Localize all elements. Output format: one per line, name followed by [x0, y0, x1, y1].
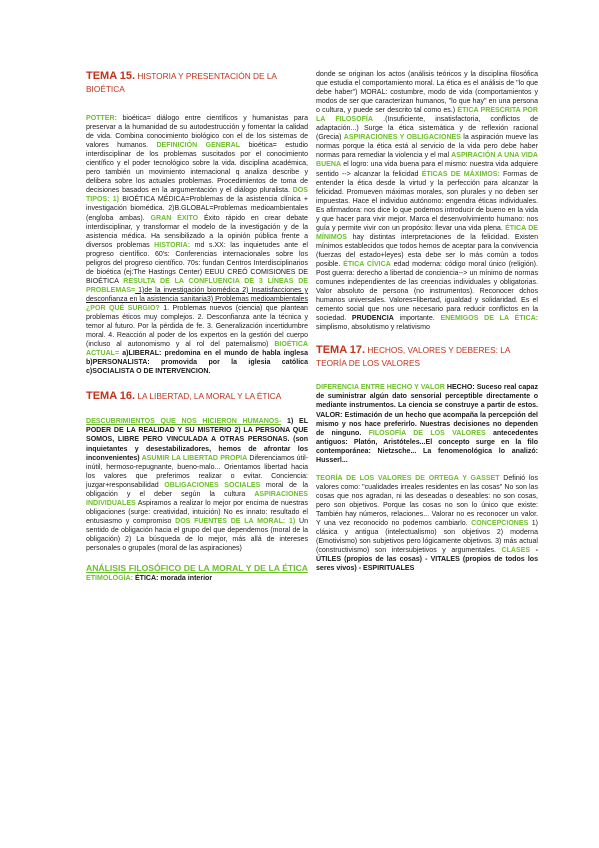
label-aspiraciones-obligaciones: ASPIRACIONES Y OBLIGACIONES — [343, 134, 461, 142]
label-filosofia-valores: FILOSOFÍA DE LOS VALORES — [368, 429, 486, 437]
text-definicion-general: bioética= estudio interdisciplinar de los problemas suscitados por el conocimiento científico y el poder tecnológico sobre la vida. disciplina académica, pero también un movimiento internacional q analiza describe y delibera sobre los actuales problemas. Procedimientos de toma de decisiones basados en la argumentación y el diálogo pluralista. — [86, 142, 308, 195]
text-ortega-gasset: Definió los valores como: "cualidades irreales residentes en las cosas" No son las cosas que nos agradan, ni las deseadas o deseables: no son cosas, pero son objetivos. Porque las cosas no son lo único que existe: También hay números, relaciones... Valorar no es reconocer un valor. Y una vez reconocido no podemos cambiarlo. — [316, 474, 538, 528]
tema17-body-1 — [316, 383, 538, 464]
text-aspiraciones-individuales: Aspiramos a realizar lo mejor por encima de nuestras obligaciones (surge: creatividad, intuición) No es innato: resultado el entusiasmo y compromiso — [86, 499, 308, 525]
text-potter: bioética= diálogo entre científicos y humanistas para preservar a la humanidad de su autodestrucción y fomentar la calidad de vida. Combina conocimiento biológico con el de los sistemas de valores humanos. — [86, 115, 308, 150]
label-definicion-general: DEFINICIÓN GENERAL — [156, 142, 241, 150]
tema15-heading — [86, 70, 308, 96]
text-asumir-libertad: Diferenciamos útil-inútil, hermoso-repugnante, bueno-malo... Orientamos libertad hacia los valores que preferimos realizar o evitar. Conciencia: juzgar+responsabilidad — [86, 454, 309, 489]
text-dos-tipos: BIOÉTICA MÉDICA=Problemas de la asistencia clínica + investigación biomédica. 2)B.GLOBAL=Problemas medioambientales (engloba ambas). — [86, 196, 308, 222]
text-eticas-maximos: Formas de entender la ética desde la virtud y la perfección para alcanzar la felicidad. Promueven máximas morales, son plurales y no deben ser impuestas. Hace el individuo autónomo: engendra éticas individuales. Es afirmadora: nos dice lo que podemos introducir de bueno en la vida y que hacer para vivir mejor. Marca el desenvolvimiento humano: nos guía y permite vivir con un propósito: llevar una vida plena. — [316, 170, 539, 232]
text-etimologia: ÉTICA: morada interior — [132, 575, 213, 583]
text-etica-prescrita: .(Insuficiente, insatisfactoria, conflictos de adaptación...) Surge la ética sistemática y de reflexión racional (Grecia) — [316, 116, 538, 142]
tema16-heading — [86, 390, 308, 403]
label-vida-buena: ASPIRACIÓN A UNA VIDA BUENA — [316, 152, 539, 169]
label-aspiraciones-individuales: ASPIRACIONES INDIVIDUALES — [86, 490, 308, 507]
text-obligaciones-sociales: moral de la obligación y el deber según la cultura — [86, 481, 308, 498]
label-etica-minimos: ÉTICA DE MÍNIMOS — [316, 224, 538, 241]
label-asumir-libertad: ASUMIR LA LIBERTAD PROPIA — [141, 454, 248, 462]
label-historia: HISTORIA: — [154, 241, 191, 249]
tema15-number: TEMA 15. — [86, 70, 136, 82]
label-concepciones: CONCEPCIONES — [471, 520, 529, 528]
text-prudencia: importante. — [393, 315, 441, 323]
text-filosofia-valores: antecedentes antiguos: Platón, Aristóteles...El concepto surge en la filo contemporánea: Nietzsche... La fenomenológica lo analizó: Husserl... — [316, 429, 539, 464]
tema16-body — [86, 417, 308, 553]
label-por-que-surgio: ¿POR QUÉ SURGIO? — [86, 304, 160, 312]
text-confluencia: 1)de la investigación biomédica 2) Insatisfacciones y desconfianza en la asistencia sanitaria3) Problemas medioambientales — [86, 286, 308, 303]
text-etica-civica: edad moderna: código moral único (religión). Post guerra: derecho a libertad de conciencia--> un mínimo de normas comunes independientes de las creencias individuales y obligatorias. Valor absoluto de persona (no instrumentos). Reconocer dchos humanos universales. Valores=libertad, igualdad y solidaridad. Es el cemento social que nos une necesario para reducir conflictos en la sociedad. — [316, 260, 538, 323]
label-descubrimientos: DESCUBRIMIENTOS QUE NOS HICIERON HUMANOS- — [86, 418, 282, 426]
label-hecho-valor: DIFERENCIA ENTRE HECHO Y VALOR — [316, 384, 445, 392]
label-etica-civica: ÉTICA CÍVICA — [343, 260, 391, 268]
tema17-body-2 — [316, 474, 538, 574]
right-column — [316, 70, 538, 573]
label-etimologia: ETIMOLOGÍA: — [86, 575, 133, 583]
label-potter: POTTER: — [86, 115, 117, 122]
text-moral-etica: donde se originan los actos (análisis teóricos y la disciplina filosófica que estudia el comportamiento moral. La ética es el análisis de "lo que debe haber") MORAL: costumbre, modo de vida (comportamientos y modos de ser que caracterizan humanos, "lo que hay" en una persona o cultura, y puede ser descrito tal como es.) — [316, 71, 538, 115]
label-analisis-filosofico: ANÁLISIS FILOSÓFICO DE LA MORAL Y DE LA ÉTICA — [86, 563, 308, 574]
text-clases: - ÚTILES (propios de las cosas) - VITALES (propios de todos los seres vivos) - ESPIRITUALES — [316, 547, 538, 573]
label-dos-tipos: DOS TIPOS: 1) — [86, 187, 308, 204]
label-bioetica-actual: BIOÉTICA ACTUAL= — [86, 341, 308, 358]
label-dos-fuentes: DOS FUENTES DE LA MORAL: 1) — [175, 517, 296, 525]
tema15-title: HISTORIA Y PRESENTACIÓN DE LA BIOÉTICA — [86, 71, 277, 94]
text-bioetica-actual: a)LIBERAL: predomina en el mundo de habla inglesa b)PERSONALISTA: promovida por la iglesia católica c)SOCIALISTA O DE INTERVENCION. — [86, 350, 308, 376]
text-historia: md s.XX: las inquietudes ante el progreso científico. 60's: Conferencias internacionales sobre los peligros del progreso científico. 70s: fundan Centros Interdisciplinarios de bioética (ej:The Hastings Center) EEUU CREÓ COMISIONES DE BIOÉTICA — [86, 241, 308, 285]
text-descubrimientos: 1) EL PODER DE LA REALIDAD Y SU MISTERIO 2) LA PERSONA QUE SOMOS, LIBRE PERO VINCULADA A OTRAS PERSONAS. (son inquietantes y desestabilizadores, hemos de afrontar los inconvenientes) — [86, 418, 308, 462]
label-eticas-maximos: ÉTICAS DE MÁXIMOS: — [421, 170, 500, 178]
text-gran-exito: Éxito rápido en crear debate interdisciplinar, y transformar el modelo de la investigación y de la asistencia médica. Ha sensibilizado a la opinión pública frente a diversos problemas — [86, 214, 308, 249]
tema17-title: HECHOS, VALORES Y DEBERES: LA TEORÍA DE LOS VALORES — [316, 345, 510, 369]
label-prudencia: PRUDENCIA — [351, 315, 394, 323]
text-aspiraciones-obligaciones: la aspiración mueve las normas porque la ética está al servicio de la vida pero debe haber normas para remediar la violencia y el mal — [316, 134, 538, 160]
label-enemigos-etica: ENEMIGOS DE LA ÉTICA: — [440, 315, 539, 323]
left-column — [86, 70, 308, 583]
text-concepciones: 1) clásica y antigua (intelectualismo) son objetivos 2) moderna (Emotivismo) son subjetivos pero lógicamente objetivos. 3) más actual (constructivismo) son intersubjetivos y argumentales. — [316, 520, 538, 555]
text-por-que-surgio: 1. Problemas nuevos (ciencia) que plantean problemas éticos muy complejos. 2. Desconfianza ante la técnica y temor al futuro. Por la pérdida de fe. 3. Generalización incertidumbre moral. 4. Reacción al poder de los expertos en la gestión del cuerpo (incluso al autonomismo y al rol del paternalismo) — [86, 304, 308, 349]
analisis-filosofico-block — [86, 564, 308, 583]
label-ortega-gasset: TEORÍA DE LOS VALORES DE ORTEGA Y GASSET — [316, 474, 500, 482]
text-dos-fuentes: Un sentido de obligación hacia el grupo del que dependemos (moral de la obligación) 2) La búsqueda de lo mejor, más allá de intereses personales o grupales (moral de las aspiraciones) — [86, 517, 308, 553]
label-confluencia: RESULTA DE LA CONFLUENCIA DE 3 LÍNEAS DE PROBLEMAS= — [86, 277, 308, 294]
text-etica-minimos: hay distintas interpretaciones de la felicidad. Existen mínimos establecidos que todos hemos de aceptar para la convivencia (fuerzas del estado+leyes) esta debe ser lo más común a todos posible. — [316, 233, 538, 268]
label-gran-exito: GRAN ÉXITO — [150, 214, 199, 222]
label-clases: CLASES — [501, 547, 531, 555]
text-enemigos-etica: simplismo, absolutismo y relativismo — [316, 324, 430, 332]
text-hecho-valor: HECHO: Suceso real capaz de suministrar algún dato sensorial perceptible directamente o mediante instrumentos. La ciencia se construye a partir de estos. VALOR: Estimación de un hecho que acompaña la percepción del mismo y nos hace preferirlo. Nuestras decisiones no dependen de ninguno. — [316, 384, 538, 437]
label-obligaciones-sociales: OBLIGACIONES SOCIALES — [164, 481, 261, 489]
label-etica-prescrita: ÉTICA PRESCRITA POR LA FILOSOFÍA — [316, 107, 538, 124]
tema15-body — [86, 114, 308, 376]
tema16-title: LA LIBERTAD, LA MORAL Y LA ÉTICA — [135, 391, 282, 402]
tema17-number: TEMA 17. — [316, 344, 366, 357]
text-vida-buena: el logro: una vida buena para el mismo: nuestra vida adquiere sentido --> alcanzar la felicidad — [316, 161, 538, 178]
tema16-number: TEMA 16. — [86, 390, 136, 403]
right-body — [316, 70, 538, 332]
tema17-heading — [316, 344, 538, 370]
